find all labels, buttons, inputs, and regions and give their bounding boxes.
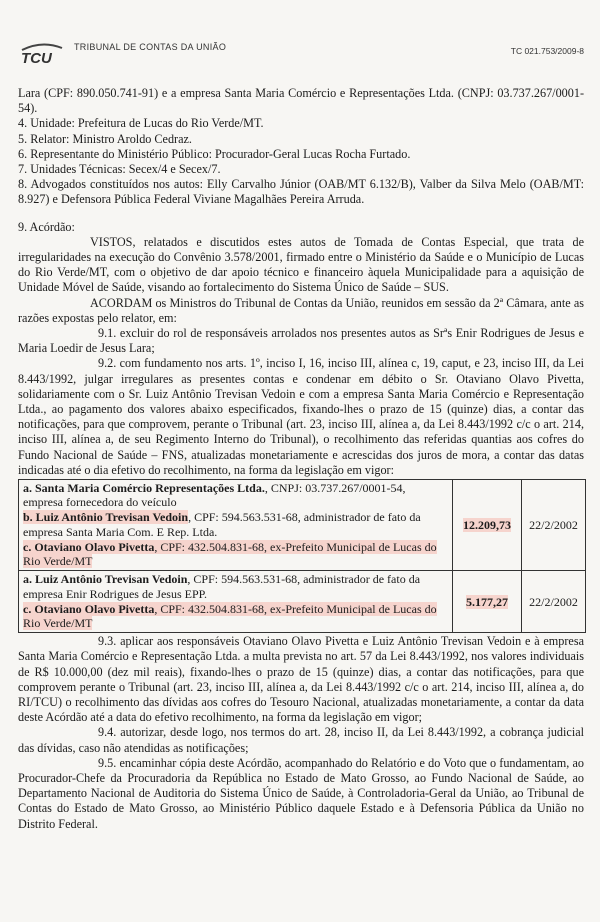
- debtor-detail: , CPF: 432.504.831-68, ex-Prefeito Municipal de Lucas do Rio Verde/MT: [23, 539, 437, 569]
- debit-table: [18, 479, 586, 633]
- debtor-name: a. Santa Maria Comércio Representações Ltda.: [23, 481, 265, 496]
- item-4: 4. Unidade: Prefeitura de Lucas do Rio Verde/MT.: [18, 116, 264, 131]
- amount-cell: 12.209,73: [453, 480, 522, 571]
- amount-cell: 5.177,27: [453, 571, 522, 633]
- document-body: [18, 86, 584, 832]
- debit-row: [19, 571, 586, 633]
- vistos-paragraph: VISTOS, relatados e discutidos estes autos de Tomada de Contas Especial, que trata de irregularidades na execução do Convênio 3.578/2001, firmado entre o Ministério da Saúde e o Município de Lucas do Rio Verde/MT, com o objetivo de dar apoio técnico e financeiro àquela Municipalidade para a aquisição de Unidade Móvel de Saúde, visando ao fortalecimento do Sistema Único de Saúde – SUS.: [18, 234, 584, 295]
- debtor-detail: , CPF: 594.563.531-68, administrador de fato da empresa Enir Rodrigues de Jesus EPP.: [23, 572, 421, 601]
- debtor-name: c. Otaviano Olavo Pivetta: [23, 539, 155, 554]
- item-6: 6. Representante do Ministério Público: Procurador-Geral Lucas Rocha Furtado.: [18, 146, 411, 161]
- items-list: [18, 116, 584, 207]
- debtor-detail: , CNPJ: 03.737.267/0001-54, empresa fornecedora do veículo: [23, 481, 406, 510]
- item-9-4: 9.4. autorizar, desde logo, nos termos do art. 28, inciso II, da Lei 8.443/1992, a cobrança judicial das dívidas, caso não atendidas as notificações;: [18, 725, 584, 755]
- logo-text: TCU: [21, 50, 52, 66]
- page-header: [0, 0, 600, 80]
- debtor-name: c. Otaviano Olavo Pivetta: [23, 601, 155, 616]
- debtor-name: a. Luiz Antônio Trevisan Vedoin: [23, 572, 188, 587]
- item-8: 8. Advogados constituídos nos autos: Elly Carvalho Júnior (OAB/MT 6.132/B), Valber da Silva Melo (OAB/MT: 8.927) e Defensora Pública Federal Viviane Magalhães Pereira Arruda.: [18, 177, 584, 207]
- item-9-3: 9.3. aplicar aos responsáveis Otaviano Olavo Pivetta e Luiz Antônio Trevisan Vedoin e à empresa Santa Maria Comércio e Representação Ltda. a multa prevista no art. 57 da Lei 8.443/1992, nos valores individuais de R$ 10.000,00 (dez mil reais), fixando-lhes o prazo de 15 (quinze) dias, a contar das notificações, para que comprovem perante o Tribunal (art. 23, inciso III, alínea a, da Lei 8.443/1992 c/c o art. 214, inciso III, alínea a, do RI/TCU) o recolhimento das dívidas aos cofres do Tesouro Nacional, atualizadas monetariamente, a contar da data deste Acórdão até a data do efetivo recolhimento, na forma da legislação em vigor;: [18, 634, 584, 725]
- debtors-cell: [19, 571, 453, 633]
- debit-row: [19, 480, 586, 571]
- debtors-cell: [19, 480, 453, 571]
- item-7: 7. Unidades Técnicas: Secex/4 e Secex/7.: [18, 162, 221, 177]
- debtor-detail: , CPF: 594.563.531-68, administrador de fato da empresa Santa Maria Com. E Rep. Ltda.: [23, 510, 421, 539]
- acordam-paragraph: ACORDAM os Ministros do Tribunal de Contas da União, reunidos em sessão da 2ª Câmara, ante as razões expostas pelo relator, em:: [18, 295, 584, 325]
- date-cell: 22/2/2002: [522, 571, 586, 633]
- process-number: TC 021.753/2009-8: [510, 46, 584, 56]
- debtor-name: b. Luiz Antônio Trevisan Vedoin: [23, 510, 189, 525]
- tcu-logo: [18, 40, 66, 66]
- item-9-1: 9.1. excluir do rol de responsáveis arrolados nos presentes autos as Srªs Enir Rodrigues de Jesus e Maria Loedir de Jesus Lara;: [18, 326, 584, 356]
- date-cell: 22/2/2002: [522, 480, 586, 571]
- paragraph-parties: Lara (CPF: 890.050.741-91) e a empresa Santa Maria Comércio e Representações Ltda. (CNPJ: 03.737.267/0001-54).: [18, 86, 584, 116]
- debtor-detail: , CPF: 432.504.831-68, ex-Prefeito Municipal de Lucas do Rio Verde/MT: [23, 601, 437, 630]
- acordao-title: 9. Acórdão:: [18, 219, 75, 234]
- item-9-2: 9.2. com fundamento nos arts. 1º, inciso I, 16, inciso III, alínea c, 19, caput, e 23, inciso III, da Lei 8.443/1992, julgar irregulares as presentes contas e condenar em débito o Sr. Otaviano Olavo Pivetta, solidariamente com o Sr. Luiz Antônio Trevisan Vedoin e com a empresa Santa Maria Comércio e Representação Ltda., ao pagamento dos valores abaixo especificados, fixando-lhes o prazo de 15 (quinze) dias, a contar das notificações, para que comprovem, perante o Tribunal (art. 23, inciso III, alínea a, da Lei 8.443/1992 c/c o art. 214, inciso III, alínea a, de seu Regimento Interno do Tribunal), o recolhimento das referidas quantias aos cofres do Fundo Nacional de Saúde – FNS, atualizadas monetariamente e acrescidas dos juros de mora, a contar das datas indicadas até o dia efetivo do recolhimento, na forma da legislação em vigor:: [18, 356, 584, 477]
- org-name: TRIBUNAL DE CONTAS DA UNIÃO: [74, 42, 227, 52]
- item-5: 5. Relator: Ministro Aroldo Cedraz.: [18, 131, 192, 146]
- item-9-5: 9.5. encaminhar cópia deste Acórdão, acompanhado do Relatório e do Voto que o fundamentam, ao Procurador-Chefe da Procuradoria da República no Estado de Mato Grosso, ao Fundo Nacional de Saúde, ao Departamento Nacional de Auditoria do Sistema Único de Saúde, à Controladoria-Geral da União, ao Tribunal de Contas do Estado de Mato Grosso, ao Ministério Público daquele Estado e à Defensoria Pública da União no Distrito Federal.: [18, 755, 584, 831]
